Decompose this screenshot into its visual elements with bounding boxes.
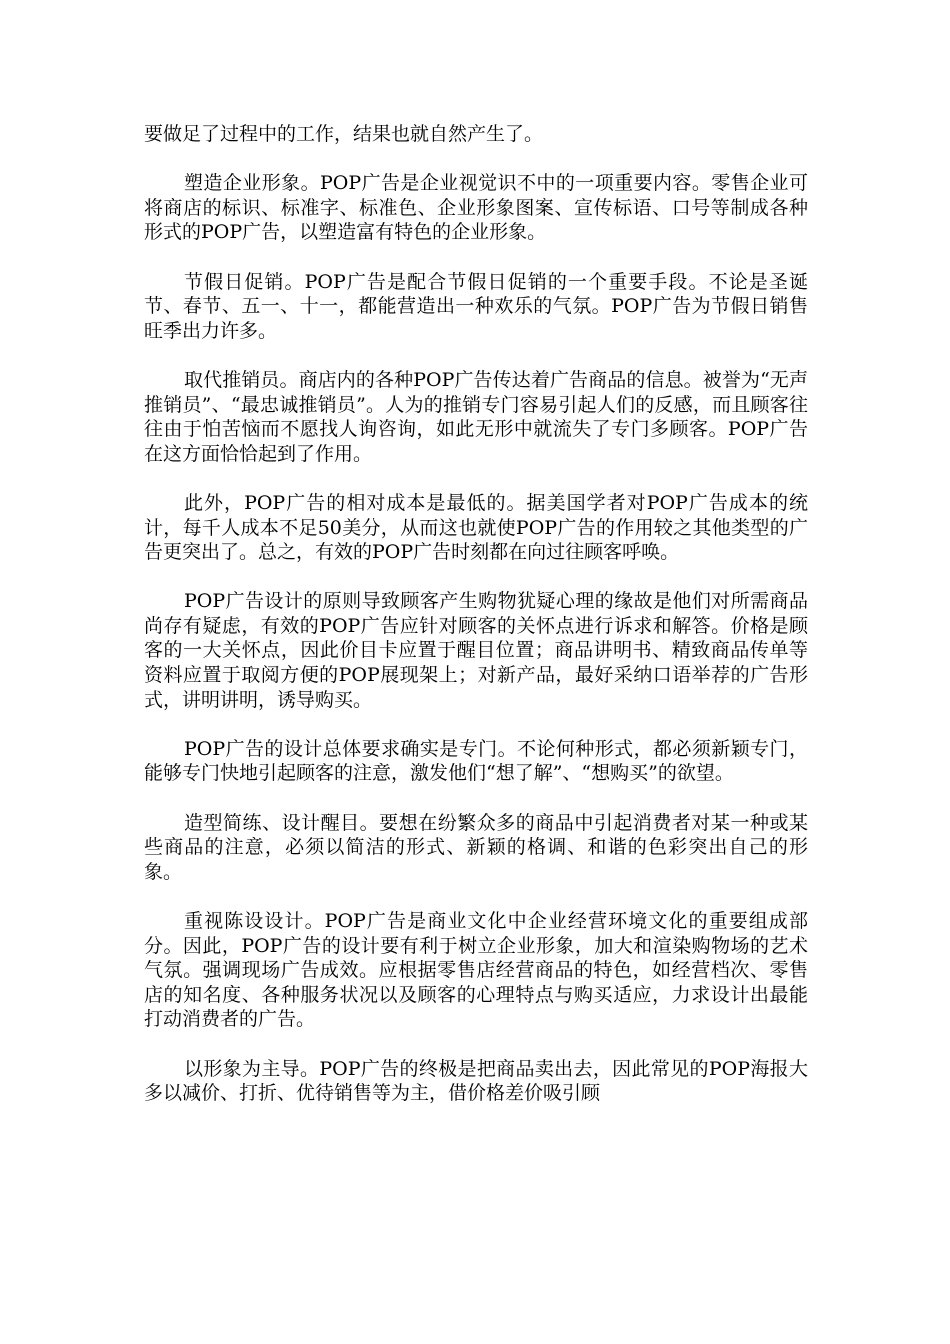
paragraph-8: 造型简练、设计醒目。要想在纷繁众多的商品中引起消费者对某一种或某些商品的注意，必须以简洁的形式、新颖的格调、和谐的色彩突出自己的形象。 <box>144 811 808 883</box>
paragraph-7: POP广告的设计总体要求确实是专门。不论何种形式，都必须新颖专门，能够专门快地引起顾客的注意，激发他们“想了解”、“想购买”的欲望。 <box>144 737 808 785</box>
document-page <box>144 122 808 1130</box>
paragraph-3: 节假日促销。POP广告是配合节假日促销的一个重要手段。不论是圣诞节、春节、五一、十一，都能营造出一种欢乐的气氛。POP广告为节假日销售旺季出力许多。 <box>144 270 808 342</box>
paragraph-2: 塑造企业形象。POP广告是企业视觉识不中的一项重要内容。零售企业可将商店的标识、标准字、标准色、企业形象图案、宣传标语、口号等制成各种形式的POP广告，以塑造富有特色的企业形象。 <box>144 172 808 244</box>
paragraph-5: 此外，POP广告的相对成本是最低的。据美国学者对POP广告成本的统计，每千人成本不足50美分，从而这也就使POP广告的作用较之其他类型的广告更突出了。总之，有效的POP广告时刻都在向过往顾客呼唤。 <box>144 491 808 564</box>
paragraph-4: 取代推销员。商店内的各种POP广告传达着广告商品的信息。被誉为“无声推销员”、“最忠诚推销员”。人为的推销专门容易引起人们的反感，而且顾客往往由于怕苦恼而不愿找人询咨询，如此无形中就流失了专门多顾客。POP广告在这方面恰恰起到了作用。 <box>144 368 808 465</box>
paragraph-6: POP广告设计的原则导致顾客产生购物犹疑心理的缘故是他们对所需商品尚存有疑虑，有效的POP广告应针对顾客的关怀点进行诉求和解答。价格是顾客的一大关怀点，因此价目卡应置于醒目位置；商品讲明书、精致商品传单等资料应置于取阅方便的POP展现架上；对新产品，最好采纳口语举荐的广告形式，讲明讲明，诱导购买。 <box>144 590 808 711</box>
paragraph-10: 以形象为主导。POP广告的终极是把商品卖出去，因此常见的POP海报大多以减价、打折、优待销售等为主，借价格差价吸引顾 <box>144 1057 808 1105</box>
paragraph-1: 要做足了过程中的工作，结果也就自然产生了。 <box>144 123 544 145</box>
paragraph-9: 重视陈设设计。POP广告是商业文化中企业经营环境文化的重要组成部分。因此，POP广告的设计要有利于树立企业形象，加大和渲染购物场的艺术气氛。强调现场广告成效。应根据零售店经营商品的特色，如经营档次、零售店的知名度、各种服务状况以及顾客的心理特点与购买适应，力求设计出最能打动消费者的广告。 <box>144 910 808 1031</box>
